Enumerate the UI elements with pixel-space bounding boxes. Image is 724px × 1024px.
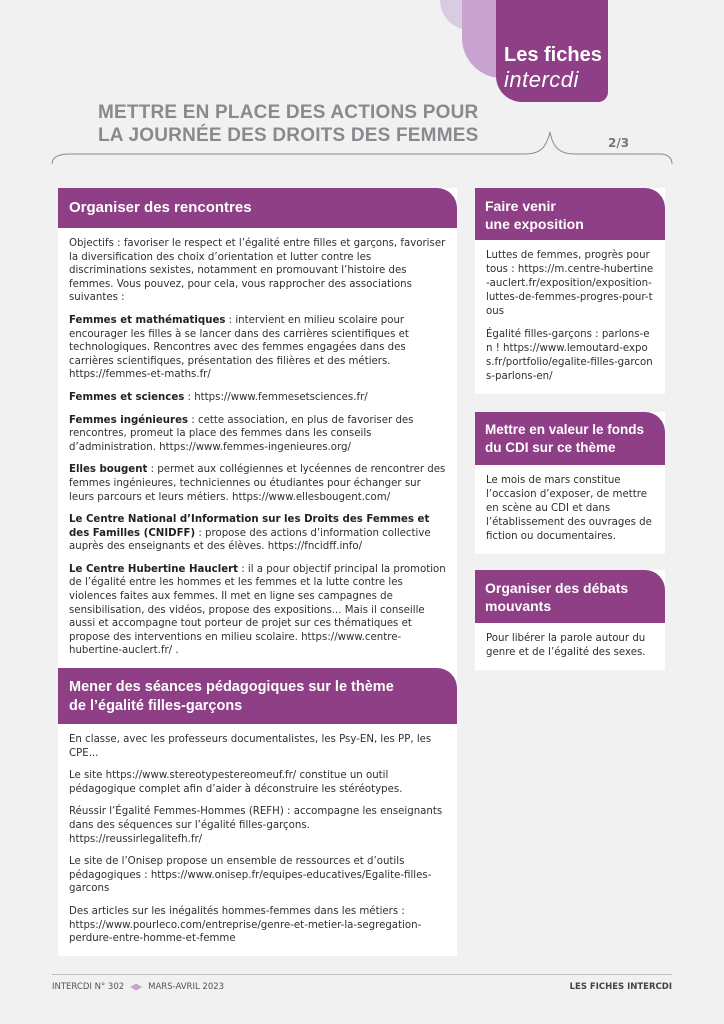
card-debats-title-line-2: mouvants <box>485 598 552 614</box>
footer-issue: INTERCDI N° 302 <box>52 982 125 992</box>
card-rencontres-body <box>58 228 457 691</box>
card-fonds-title-line-1: Mettre en valeur le fonds <box>485 422 645 437</box>
card-seances-body <box>58 724 457 956</box>
seances-paragraph: Le site de l’Onisep propose un ensemble de ressources et d’outils pédagogiques : https://www.onisep.fr/equipes-educatives/Egalite-filles-garcons <box>69 856 432 895</box>
rencontres-item <box>69 414 446 455</box>
card-exposition-body <box>475 240 665 394</box>
card-seances-title <box>58 668 457 724</box>
card-fonds-body <box>475 465 665 554</box>
exposition-paragraph: Égalité filles-garçons : parlons-en ! https://www.lemoutard-expos.fr/portfolio/egalite-filles-garcons-parlons-en/ <box>486 329 653 382</box>
card-rencontres-title: Organiser des rencontres <box>58 188 457 228</box>
footer-issue-info <box>52 982 224 992</box>
association-name: Femmes ingénieures <box>69 414 189 426</box>
card-fonds-title <box>475 412 665 465</box>
association-text: : il a pour objectif principal la promotion de l’égalité entre les hommes et les femmes et la lutte contre les violences faites aux femmes. Il met en ligne ses campagnes de sensibilisation, des vidéos, propose des expositions... Mais il conseille aussi et accompagne tout porteur de projet sur ces thématiques et propose des interventions en milieu scolaire. https://www.centre-hubertine-auclert.fr/ . <box>69 563 446 657</box>
seances-paragraph: En classe, avec les professeurs documentalistes, les Psy-EN, les PP, les CPE... <box>69 734 432 759</box>
footer-series: LES FICHES INTERCDI <box>569 982 672 992</box>
association-name: Femmes et mathématiques <box>69 314 226 326</box>
card-seances <box>58 668 457 956</box>
association-name: Elles bougent <box>69 464 148 476</box>
association-text: : permet aux collégiennes et lycéennes de rencontrer des femmes ingénieures, techniciennes ou étudiantes pour échanger sur leurs parcours et leurs métiers. https://www.ellesbougent.com/ <box>69 464 446 503</box>
fonds-text: Le mois de mars constitue l’occasion d’exposer, de mettre en scène au CDI et dans l’établissement des ouvrages de fiction ou documentaires. <box>486 475 652 542</box>
association-text: : https://www.femmesetsciences.fr/ <box>184 391 368 403</box>
footer-divider <box>52 974 672 975</box>
logo <box>496 0 608 102</box>
logo-line-2: intercdi <box>504 67 579 92</box>
exposition-paragraph: Luttes de femmes, progrès pour tous : https://m.centre-hubertine-auclert.fr/exposition/exposition-luttes-de-femmes-progres-pour-tous <box>486 250 654 317</box>
card-seances-title-line-2: de l’égalité filles-garçons <box>69 698 243 714</box>
card-rencontres <box>58 188 457 691</box>
card-debats-body <box>475 623 665 670</box>
debats-text: Pour libérer la parole autour du genre et de l’égalité des sexes. <box>486 633 646 658</box>
logo-line-1: Les fiches <box>504 44 602 66</box>
association-name: Femmes et sciences <box>69 391 185 403</box>
page-title-line-2: LA JOURNÉE DES DROITS DES FEMMES <box>98 125 479 146</box>
page-number: 2/3 <box>608 136 630 150</box>
card-debats <box>475 570 665 670</box>
card-debats-title-line-1: Organiser des débats <box>485 580 629 596</box>
card-exposition-title-line-1: Faire venir <box>485 198 556 214</box>
card-seances-title-line-1: Mener des séances pédagogiques sur le thème <box>69 679 394 695</box>
association-text: : intervient en milieu scolaire pour encourager les filles à se lancer dans des carrières scientifiques et technologiques. Rencontres avec des femmes engagées dans des carrières scientifiques, présentation des filières et des métiers. https://femmes-et-maths.fr/ <box>69 314 409 381</box>
seances-paragraph: Réussir l’Égalité Femmes-Hommes (REFH) : accompagne les enseignants dans des séquences sur l’égalité filles-garçons. https://reussirlegalitefh.fr/ <box>69 806 443 845</box>
rencontres-item <box>69 563 446 658</box>
rencontres-item <box>69 314 446 382</box>
page-title-line-1: METTRE EN PLACE DES ACTIONS POUR <box>98 102 479 123</box>
card-fonds-title-line-2: du CDI sur ce thème <box>485 440 616 455</box>
card-exposition-title-line-2: une exposition <box>485 216 584 232</box>
association-name: Le Centre National d’Information sur les Droits des Femmes et des Familles (CNIDFF) <box>69 514 430 539</box>
association-text: : propose des actions d’information collective auprès des enseignants et des élèves. https://fncidff.info/ <box>69 527 431 553</box>
rencontres-item <box>69 513 446 554</box>
diamond-icon <box>130 984 142 991</box>
association-name: Le Centre Hubertine Hauclert <box>69 563 238 575</box>
card-exposition-title <box>475 188 665 240</box>
rencontres-intro: Objectifs : favoriser le respect et l’égalité entre filles et garçons, favoriser la diversification des choix d’orientation et lutter contre les discriminations sexistes, notamment en promouvant l’histoire des femmes. Vous pouvez, pour cela, vous rapprocher des associations suivantes : <box>69 238 446 304</box>
association-text: : cette association, en plus de favoriser des rencontres, promeut la place des femmes dans les conseils d’administration. https://www.femmes-ingenieures.org/ <box>69 414 414 453</box>
card-exposition <box>475 188 665 394</box>
footer-date: MARS-AVRIL 2023 <box>148 982 225 992</box>
rencontres-item <box>69 391 446 405</box>
seances-paragraph: Des articles sur les inégalités hommes-femmes dans les métiers : https://www.pourleco.com/entreprise/genre-et-metier-la-segregation-perdure-entre-homme-et-femme <box>69 905 422 945</box>
card-debats-title <box>475 570 665 623</box>
seances-paragraph: Le site https://www.stereotypestereomeuf.fr/ constitue un outil pédagogique complet afin d’aider à déconstruire les stéréotypes. <box>69 770 403 795</box>
rencontres-item <box>69 463 446 504</box>
card-fonds <box>475 412 665 554</box>
